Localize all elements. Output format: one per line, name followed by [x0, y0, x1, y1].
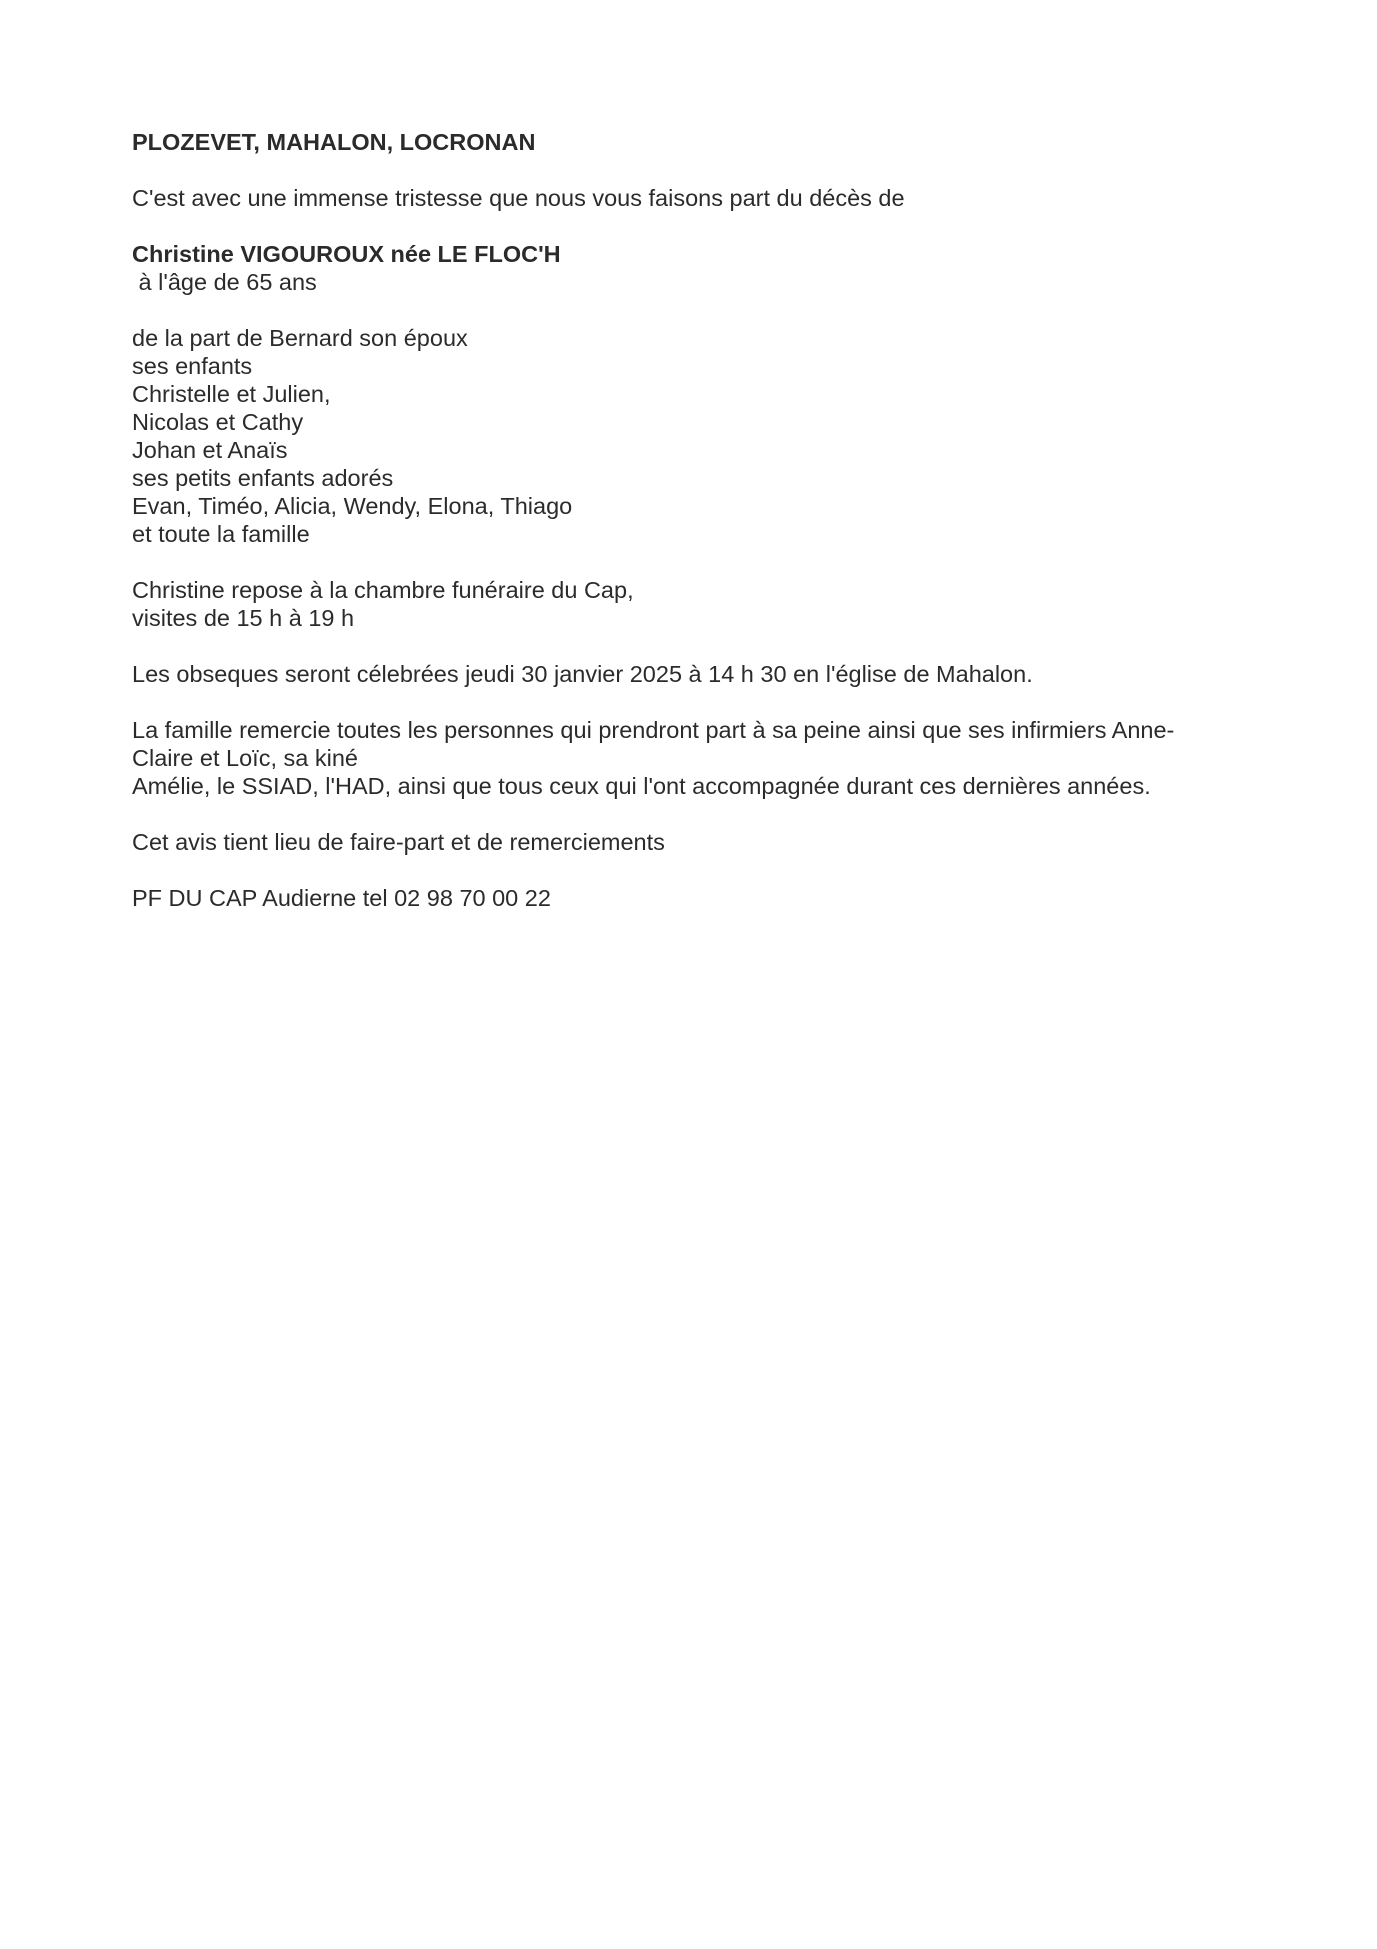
spacer [132, 296, 1247, 324]
rest-line: visites de 15 h à 19 h [132, 605, 355, 631]
family-line: ses enfants [132, 353, 253, 379]
thanks-line: Claire et Loïc, sa kiné [132, 745, 358, 771]
obituary-text [132, 128, 1247, 912]
spacer [132, 156, 1247, 184]
thanks-line: La famille remercie toutes les personnes qui prendront part à sa peine ainsi que ses infirmiers Anne- [132, 717, 1175, 743]
spacer [132, 632, 1247, 660]
family-line: Christelle et Julien, [132, 381, 331, 407]
spacer [132, 856, 1247, 884]
contact-text: PF DU CAP Audierne tel 02 98 70 00 22 [132, 885, 551, 911]
spacer [132, 688, 1247, 716]
deceased-name: Christine VIGOUROUX née LE FLOC'H [132, 241, 561, 267]
family-line: ses petits enfants adorés [132, 465, 394, 491]
family-line: et toute la famille [132, 521, 310, 547]
intro-text: C'est avec une immense tristesse que nous vous faisons part du décès de [132, 185, 905, 211]
family-line: Nicolas et Cathy [132, 409, 304, 435]
family-line: Johan et Anaïs [132, 437, 288, 463]
family-line: Evan, Timéo, Alicia, Wendy, Elona, Thiago [132, 493, 573, 519]
funeral-text: Les obseques seront célebrées jeudi 30 janvier 2025 à 14 h 30 en l'église de Mahalon. [132, 661, 1033, 687]
spacer [132, 212, 1247, 240]
rest-line: Christine repose à la chambre funéraire du Cap, [132, 577, 634, 603]
spacer [132, 800, 1247, 828]
family-line: de la part de Bernard son époux [132, 325, 468, 351]
deceased-age: à l'âge de 65 ans [132, 269, 317, 295]
spacer [132, 548, 1247, 576]
thanks-line: Amélie, le SSIAD, l'HAD, ainsi que tous ceux qui l'ont accompagnée durant ces dernières années. [132, 773, 1151, 799]
notice-text: Cet avis tient lieu de faire-part et de remerciements [132, 829, 665, 855]
location-heading: PLOZEVET, MAHALON, LOCRONAN [132, 129, 536, 155]
